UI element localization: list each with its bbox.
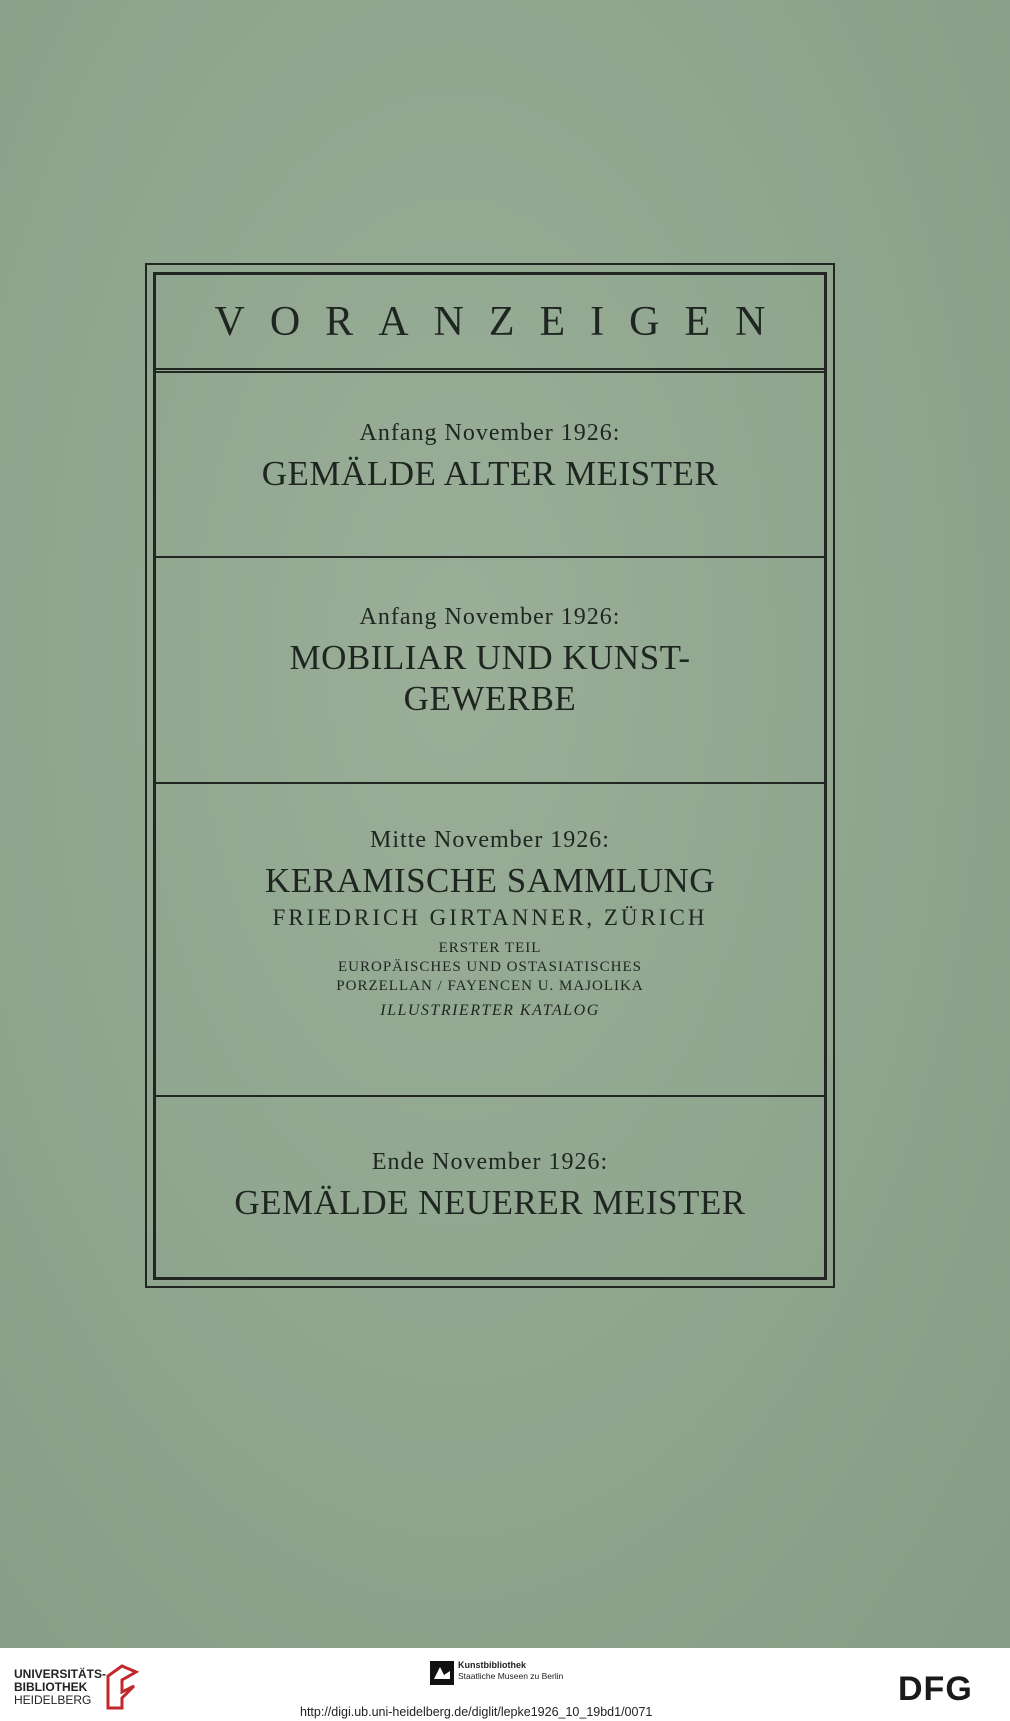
permalink-url[interactable]: http://digi.ub.uni-heidelberg.de/diglit/lepke1926_10_19bd1/0071 [300, 1705, 653, 1719]
kunstbibliothek-logo-icon [430, 1661, 454, 1685]
dfg-logo: DFG [898, 1670, 973, 1708]
announcement-date: Ende November 1926: [371, 1149, 609, 1175]
kunstbibliothek-label [458, 1660, 563, 1682]
page-title: VORANZEIGEN [214, 298, 791, 345]
university-library-logo[interactable] [14, 1668, 106, 1707]
announcement-date: Anfang November 1926: [359, 420, 621, 446]
digitization-footer [0, 1648, 1010, 1721]
header-band [156, 275, 824, 373]
university-library-mark-icon [102, 1662, 140, 1712]
detail-line: PORZELLAN / FAYENCEN U. MAJOLIKA [336, 978, 644, 994]
announcement-2 [156, 558, 824, 784]
announcement-title: GEMÄLDE ALTER MEISTER [261, 454, 719, 493]
announcement-date: Mitte November 1926: [370, 827, 610, 853]
announcement-title: GEMÄLDE NEUERER MEISTER [234, 1183, 746, 1222]
inner-frame [153, 272, 827, 1280]
kb-subtitle: Staatliche Museen zu Berlin [458, 1671, 564, 1681]
announcement-title-line-1: MOBILIAR UND KUNST- [289, 638, 691, 677]
library-name-line-1: UNIVERSITÄTS- [14, 1667, 107, 1681]
announcement-1 [156, 378, 824, 558]
detail-line: ERSTER TEIL [438, 940, 542, 956]
library-name-line-2: BIBLIOTHEK [14, 1680, 88, 1694]
kb-name: Kunstbibliothek [458, 1660, 526, 1670]
announcement-title-line-2: GEWERBE [403, 679, 577, 718]
announcement-details [156, 939, 824, 996]
detail-line: EUROPÄISCHES UND OSTASIATISCHES [337, 959, 642, 975]
announcement-subtitle: FRIEDRICH GIRTANNER, ZÜRICH [272, 905, 708, 930]
announcement-title: KERAMISCHE SAMMLUNG [265, 861, 715, 900]
announcement-3 [156, 784, 824, 1097]
announcement-date: Anfang November 1926: [359, 604, 621, 630]
catalog-note: ILLUSTRIERTER KATALOG [380, 1002, 600, 1019]
library-name-line-3: HEIDELBERG [14, 1693, 92, 1707]
announcement-4 [156, 1097, 824, 1277]
